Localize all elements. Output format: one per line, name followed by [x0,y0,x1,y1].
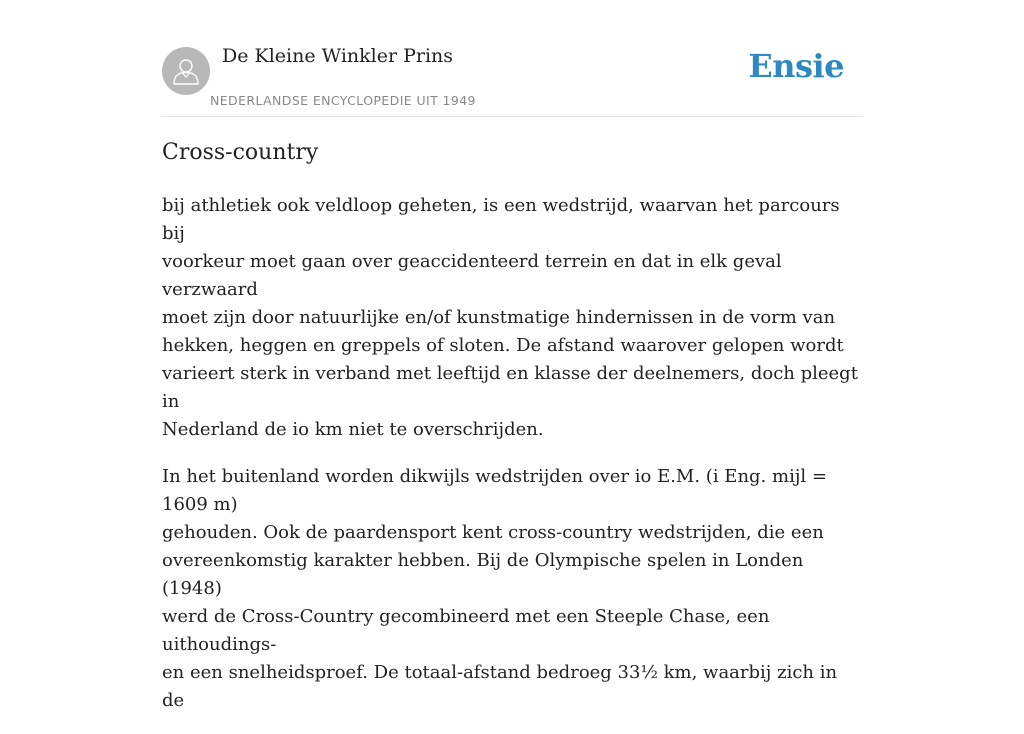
paragraph-line: hekken, heggen en greppels of sloten. De afstand waarover gelopen wordt [162,335,844,356]
paragraph-line: In het buitenland worden dikwijls wedstrijden over io E.M. (i Eng. mijl = 1609 m) [162,466,827,515]
article-body [162,192,862,734]
paragraph-line: Nederland de io km niet te overschrijden. [162,419,544,440]
paragraph-line: overeenkomstig karakter hebben. Bij de Olympische spelen in Londen (1948) [162,550,804,599]
paragraph-line: gehouden. Ook de paardensport kent cross-country wedstrijden, die een [162,522,824,543]
source-avatar[interactable] [162,47,210,95]
user-silhouette-icon [172,56,200,86]
paragraph-2 [162,463,862,715]
paragraph-line: moet zijn door natuurlijke en/of kunstmatige hindernissen in de vorm van [162,307,836,328]
source-subtitle: NEDERLANDSE ENCYCLOPEDIE UIT 1949 [210,93,476,108]
header [162,0,862,117]
article-title: Cross-country [162,140,319,165]
paragraph-1 [162,192,862,444]
paragraph-line: en een snelheidsproef. De totaal-afstand bedroeg 33½ km, waarbij zich in de [162,662,838,711]
paragraph-line: werd de Cross-Country gecombineerd met een Steeple Chase, een uithoudings- [162,606,770,655]
source-title[interactable]: De Kleine Winkler Prins [222,45,454,67]
paragraph-line: varieert sterk in verband met leeftijd en klasse der deelnemers, doch pleegt in [162,363,858,412]
paragraph-line: voorkeur moet gaan over geaccidenteerd terrein en dat in elk geval verzwaard [162,251,782,300]
ensie-logo[interactable]: Ensie [748,47,844,85]
paragraph-line: bij athletiek ook veldloop geheten, is een wedstrijd, waarvan het parcours bij [162,195,840,244]
